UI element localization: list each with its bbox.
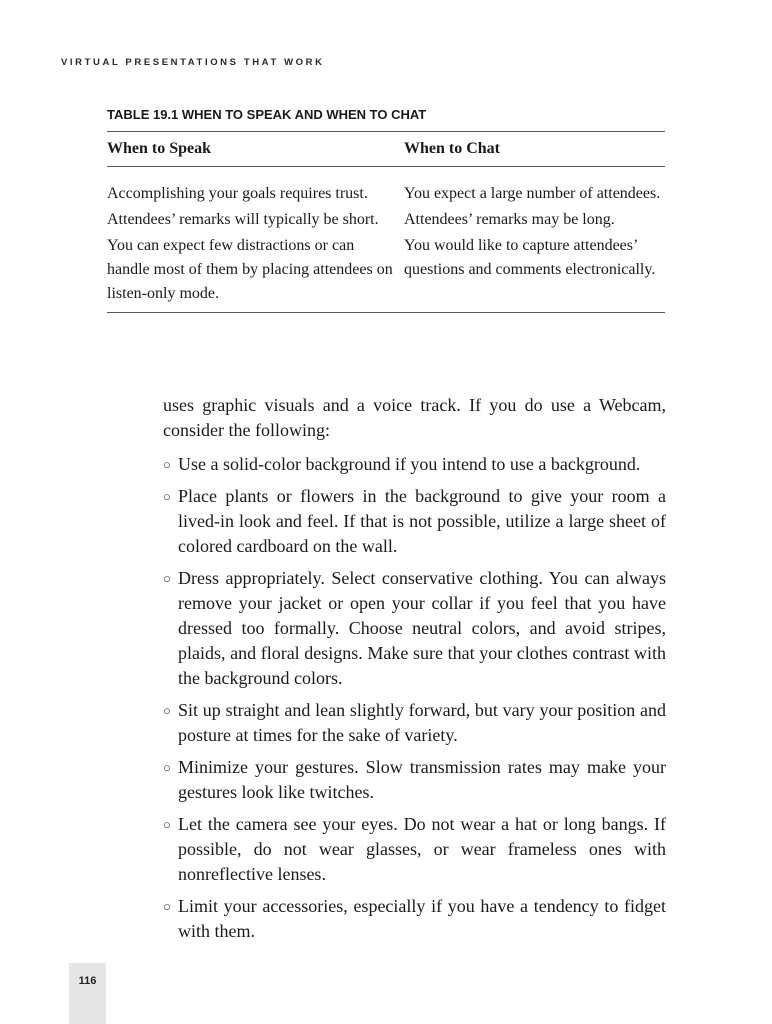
table-header-chat: When to Chat	[404, 140, 501, 157]
table-title: TABLE 19.1 WHEN TO SPEAK AND WHEN TO CHAT	[107, 107, 427, 122]
running-head: VIRTUAL PRESENTATIONS THAT WORK	[61, 57, 325, 68]
table-row	[107, 234, 665, 306]
table-cell: You would like to capture attendees’ questions and comments electronically.	[404, 237, 656, 278]
bullet-icon: ○	[163, 489, 171, 504]
table-cell: Attendees’ remarks may be long.	[404, 211, 615, 228]
list-item	[163, 484, 666, 559]
list-item	[163, 566, 666, 691]
list-item-text: Place plants or flowers in the background to give your room a lived-in look and feel. If that is not possible, utilize a large sheet of colored cardboard on the wall.	[178, 486, 666, 556]
list-item-text: Sit up straight and lean slightly forward, but vary your position and posture at times for the sake of variety.	[178, 700, 666, 745]
bullet-icon: ○	[163, 571, 171, 586]
bullet-icon: ○	[163, 457, 171, 472]
table-row	[107, 182, 665, 206]
page-number: 116	[78, 975, 97, 987]
table-cell: You expect a large number of attendees.	[404, 185, 661, 202]
list-item-text: Dress appropriately. Select conservative clothing. You can always remove your jacket or open your collar if you feel that you have dressed too formally. Choose neutral colors, and avoid stripes, plaids, and floral designs. Make sure that your clothes contrast with the background colors.	[178, 568, 666, 688]
table-cell: Attendees’ remarks will typically be short.	[107, 211, 379, 228]
list-item	[163, 698, 666, 748]
bullet-icon: ○	[163, 817, 171, 832]
table-cell: Accomplishing your goals requires trust.	[107, 185, 368, 202]
list-item	[163, 452, 666, 477]
page-number-tab	[69, 963, 106, 1024]
list-item	[163, 894, 666, 944]
list-item	[163, 812, 666, 887]
list-item-text: Use a solid-color background if you intend to use a background.	[178, 454, 641, 474]
bullet-icon: ○	[163, 703, 171, 718]
bullet-icon: ○	[163, 899, 171, 914]
list-item-text: Limit your accessories, especially if you have a tendency to fidget with them.	[178, 896, 666, 941]
intro-paragraph: uses graphic visuals and a voice track. If you do use a Webcam, consider the following:	[163, 395, 666, 440]
table-row	[107, 208, 665, 232]
table-header-row	[107, 132, 665, 167]
table-cell: You can expect few distractions or can handle most of them by placing attendees on listen-only mode.	[107, 237, 393, 302]
comparison-table	[107, 131, 665, 313]
list-item-text: Minimize your gestures. Slow transmission rates may make your gestures look like twitches.	[178, 757, 666, 802]
list-item-text: Let the camera see your eyes. Do not wear a hat or long bangs. If possible, do not wear glasses, or wear frameless ones with nonreflective lenses.	[178, 814, 666, 884]
table-body	[107, 167, 665, 312]
body-text	[163, 393, 666, 951]
table-header-speak: When to Speak	[107, 140, 212, 157]
list-item	[163, 755, 666, 805]
bullet-icon: ○	[163, 760, 171, 775]
bullet-list	[163, 452, 666, 944]
